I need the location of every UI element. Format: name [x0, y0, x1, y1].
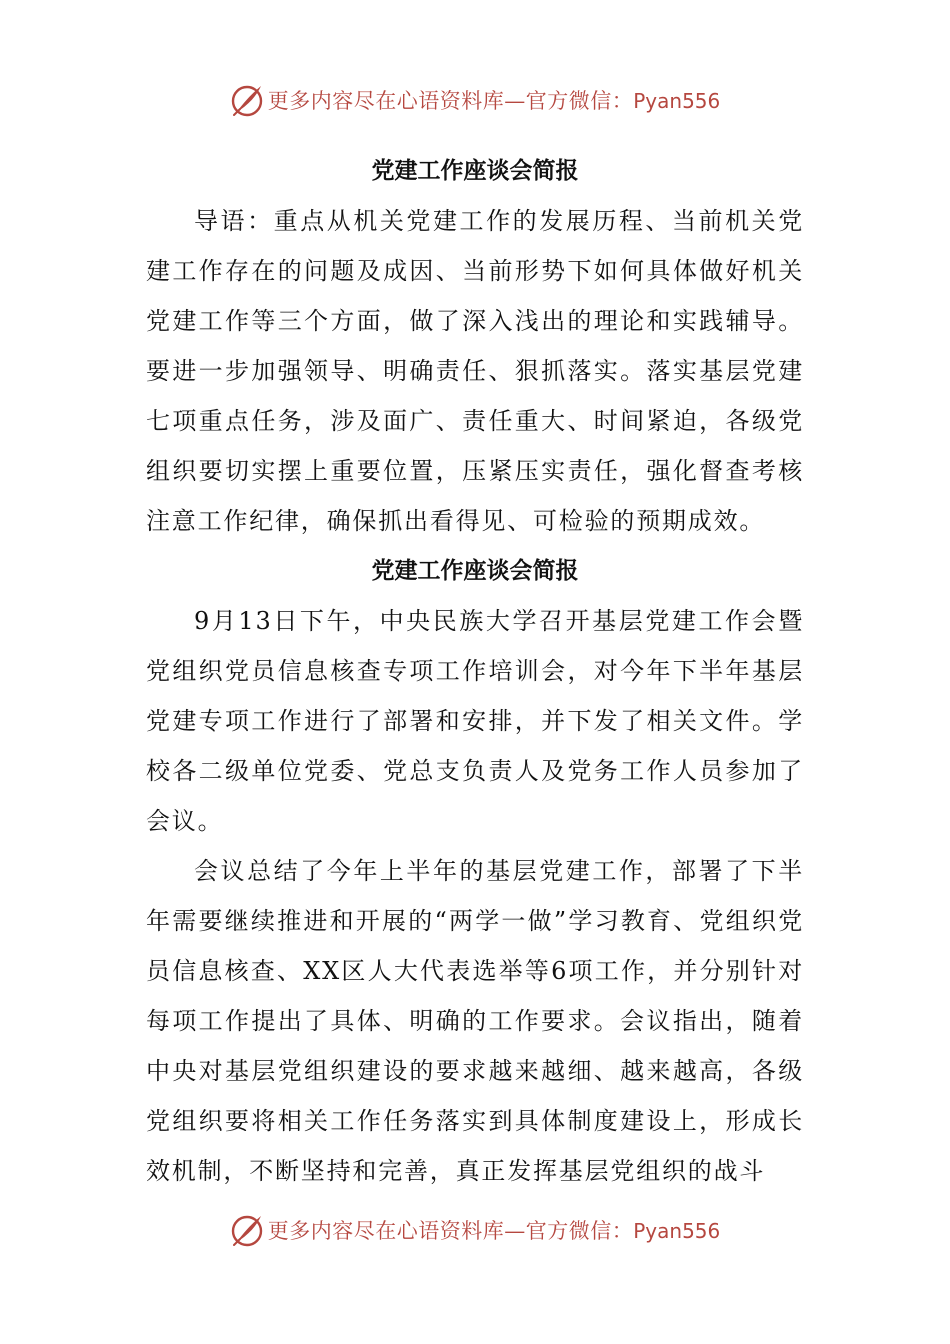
body-paragraph: 会议总结了今年上半年的基层党建工作，部署了下半年需要继续推进和开展的“两学一做”学习教育、党组织党员信息核查、XX区人大代表选举等6项工作，并分别针对每项工作提出了具体、明确的工作要求。会议指出，随着中央对基层党组织建设的要求越来越细、越来越高，各级党组织要将相关工作任务落实到具体制度建设上，形成长效机制，不断坚持和完善，真正发挥基层党组织的战斗 [146, 857, 804, 1185]
quill-pen-icon [230, 1213, 264, 1247]
watermark-text: 更多内容尽在心语资料库—官方微信：Pyan556 [267, 89, 721, 113]
body-paragraph: 9月13日下午，中央民族大学召开基层党建工作会暨党组织党员信息核查专项工作培训会，对今年下半年基层党建专项工作进行了部署和安排，并下发了相关文件。学校各二级单位党委、党总支负责人及党务工作人员参加了会议。 [146, 607, 804, 835]
document-body [146, 146, 804, 1196]
watermark-banner-bottom [0, 1210, 950, 1250]
watermark-text: 更多内容尽在心语资料库—官方微信：Pyan556 [267, 1219, 721, 1243]
intro-paragraph: 导语：重点从机关党建工作的发展历程、当前机关党建工作存在的问题及成因、当前形势下如何具体做好机关党建工作等三个方面，做了深入浅出的理论和实践辅导。要进一步加强领导、明确责任、狠抓落实。落实基层党建七项重点任务，涉及面广、责任重大、时间紧迫，各级党组织要切实摆上重要位置，压紧压实责任，强化督查考核注意工作纪律，确保抓出看得见、可检验的预期成效。 [146, 207, 804, 535]
section-title: 党建工作座谈会简报 [371, 157, 579, 184]
watermark-banner-top [0, 80, 950, 120]
section-title: 党建工作座谈会简报 [371, 557, 579, 584]
quill-pen-icon [230, 83, 264, 117]
